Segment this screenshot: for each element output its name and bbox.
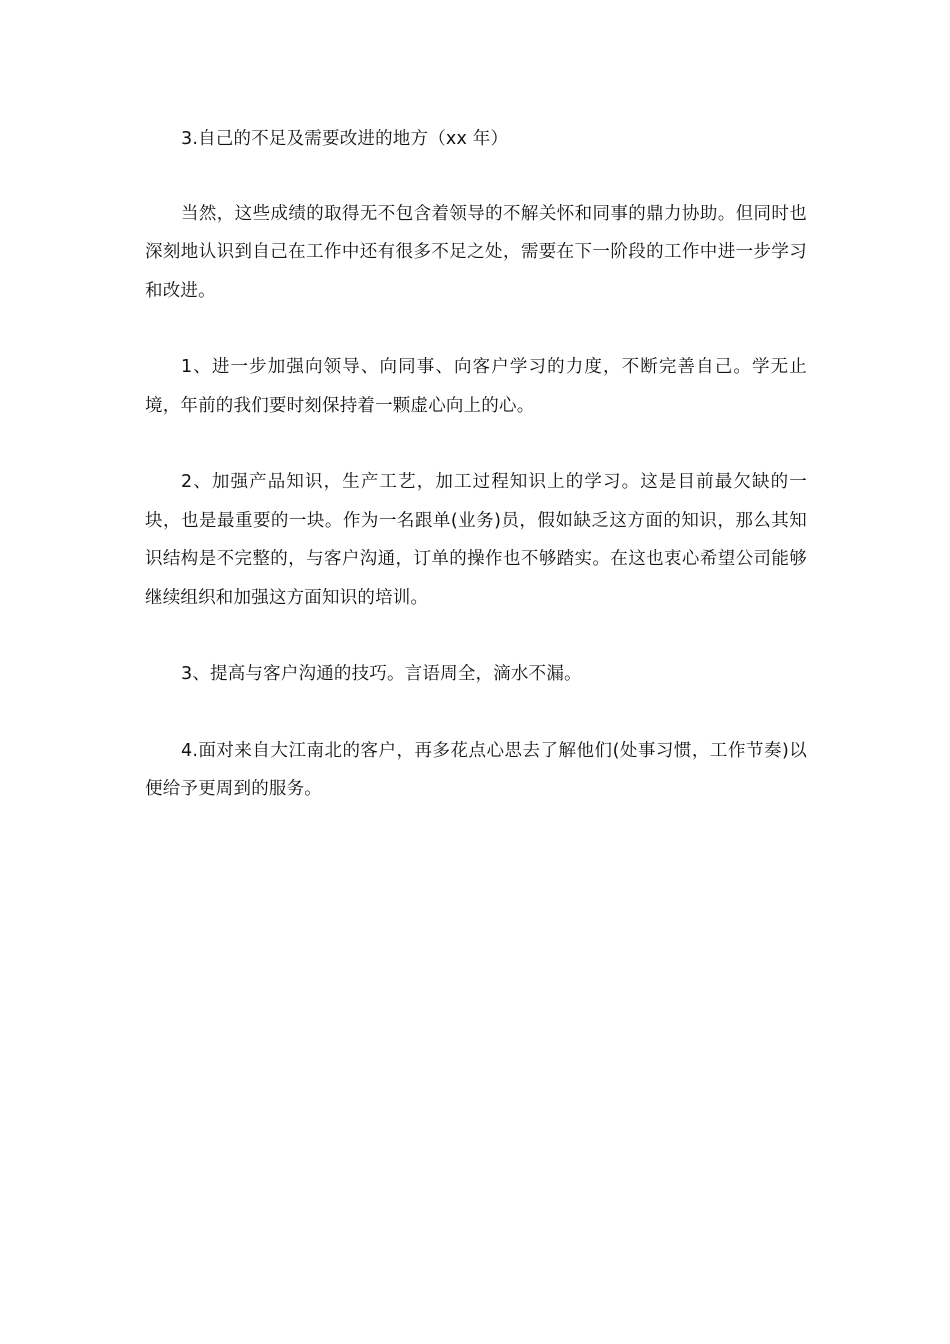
paragraph-intro: 当然，这些成绩的取得无不包含着领导的不解关怀和同事的鼎力协助。但同时也深刻地认识到自己在工作中还有很多不足之处，需要在下一阶段的工作中进一步学习和改进。 (145, 203, 807, 301)
document-body (145, 120, 807, 809)
paragraph-item-2: 2、加强产品知识，生产工艺，加工过程知识上的学习。这是目前最欠缺的一块，也是最重要的一块。作为一名跟单(业务)员，假如缺乏这方面的知识，那么其知识结构是不完整的，与客户沟通，订单的操作也不够踏实。在这也衷心希望公司能够继续组织和加强这方面知识的培训。 (145, 472, 807, 608)
section-heading: 3.自己的不足及需要改进的地方（xx 年） (181, 129, 509, 149)
paragraph-item-3: 3、提高与客户沟通的技巧。言语周全，滴水不漏。 (181, 664, 582, 684)
paragraph-item-4: 4.面对来自大江南北的客户，再多花点心思去了解他们(处事习惯，工作节奏)以便给予更周到的服务。 (145, 740, 807, 799)
paragraph-item-1: 1、进一步加强向领导、向同事、向客户学习的力度，不断完善自己。学无止境，年前的我们要时刻保持着一颗虚心向上的心。 (145, 357, 807, 416)
